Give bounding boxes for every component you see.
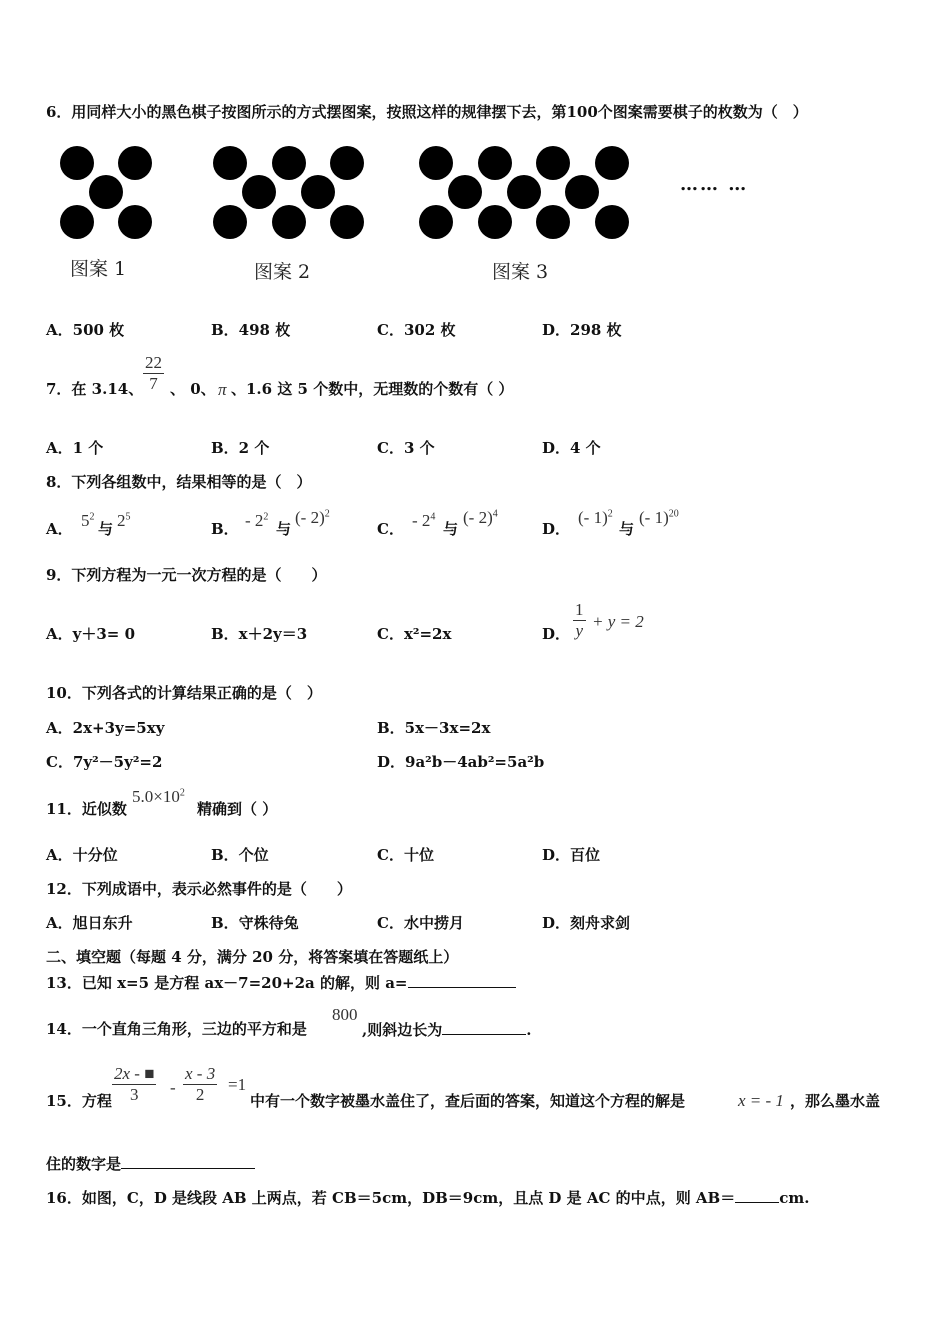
q9-option-b: B．x＋2y＝3 — [211, 625, 308, 643]
chess-piece — [536, 205, 570, 239]
q9-option-c: C．x²=2x — [377, 625, 452, 643]
q12-option-b: B．守株待兔 — [211, 914, 299, 932]
chess-piece — [272, 146, 306, 180]
q8-c-right: (- 2)$^4$ — [463, 508, 498, 527]
q7-prefix: 7．在 3.14、 — [46, 380, 144, 398]
q11-option-a: A．十分位 — [46, 846, 118, 864]
chess-piece — [213, 146, 247, 180]
figure-caption-2: 图案 2 — [254, 261, 311, 283]
chess-piece — [595, 205, 629, 239]
chess-piece — [419, 146, 453, 180]
q10-stem: 10．下列各式的计算结果正确的是（ ） — [46, 684, 322, 702]
q7-option-a: A．1 个 — [46, 439, 104, 457]
q7-middle: 、 0、 — [170, 380, 216, 398]
q7-option-d: D．4 个 — [542, 439, 601, 457]
q6-option-c: C．302 枚 — [377, 321, 456, 339]
q8-b-with: 与 — [276, 520, 292, 538]
chess-piece — [330, 146, 364, 180]
q12-option-d: D．刻舟求剑 — [542, 914, 631, 932]
chess-piece — [301, 175, 335, 209]
q7-fraction — [143, 353, 164, 394]
chess-piece — [536, 146, 570, 180]
q6-option-d: D．298 枚 — [542, 321, 622, 339]
q7-pi: π — [218, 380, 227, 399]
chess-piece — [213, 205, 247, 239]
chess-piece — [595, 146, 629, 180]
q8-a-left: $5^2$ — [81, 511, 95, 530]
chess-piece — [118, 205, 152, 239]
figure-caption-3: 图案 3 — [492, 261, 549, 283]
chess-piece — [242, 175, 276, 209]
section-2-title: 二、填空题（每题 4 分，满分 20 分，将答案填在答题纸上） — [46, 948, 459, 966]
chess-piece — [60, 205, 94, 239]
q7-suffix: 、1.6 这 5 个数中，无理数的个数有（ ） — [231, 380, 514, 398]
chess-piece — [272, 205, 306, 239]
q7-frac-num: 22 — [145, 353, 162, 372]
q13-answer-blank[interactable] — [408, 973, 516, 988]
q9-d-den: y — [575, 621, 584, 640]
q8-d-right: (- 1)$^{20}$ — [639, 508, 679, 527]
q15-f2-num: x - 3 — [185, 1064, 216, 1083]
q8-d-with: 与 — [619, 520, 635, 538]
ellipsis: …… … — [680, 174, 749, 195]
q15-tail: ，那么墨水盖 — [790, 1092, 881, 1110]
q13-text: 13．已知 x=5 是方程 ax－7=20+2a 的解，则 a= — [46, 973, 516, 992]
chess-piece — [419, 205, 453, 239]
q8-b-right: (- 2)$^2$ — [295, 508, 330, 527]
q8-b-left: - $2^2$ — [245, 511, 269, 530]
q8-a-right: $2^5$ — [117, 511, 131, 530]
q9-option-d: D． — [542, 625, 571, 643]
q8-label-a: A． — [46, 520, 73, 538]
q11-suffix: 精确到（ ） — [197, 800, 278, 818]
q9-stem: 9．下列方程为一元一次方程的是（ ） — [46, 566, 327, 584]
q15-prefix: 15．方程 — [46, 1092, 112, 1110]
chess-piece — [330, 205, 364, 239]
q12-option-c: C．水中捞月 — [377, 914, 464, 932]
q8-c-with: 与 — [443, 520, 459, 538]
q9-option-a: A．y＋3= 0 — [46, 625, 136, 643]
chess-piece — [60, 146, 94, 180]
q15-answer-blank[interactable] — [121, 1154, 255, 1169]
q7-frac-den: 7 — [149, 374, 158, 393]
q11-value: $5.0\times 10^2$ — [132, 787, 185, 806]
q15-solution: x = - 1 — [738, 1091, 784, 1110]
q11-prefix: 11．近似数 — [46, 800, 127, 818]
q9-d-num: 1 — [575, 600, 584, 619]
q15-f1-den: 3 — [129, 1085, 139, 1104]
chess-piece — [478, 146, 512, 180]
chess-piece — [478, 205, 512, 239]
q8-label-d: D． — [542, 520, 571, 538]
q15-minus: - — [170, 1078, 176, 1097]
chess-piece — [565, 175, 599, 209]
q8-stem: 8．下列各组数中，结果相等的是（ ） — [46, 473, 312, 491]
q15-middle: 中有一个数字被墨水盖住了，查后面的答案，知道这个方程的解是 — [250, 1092, 686, 1110]
q7-option-b: B．2 个 — [211, 439, 270, 457]
chess-piece — [448, 175, 482, 209]
figure-caption-1: 图案 1 — [70, 258, 127, 280]
q7-option-c: C．3 个 — [377, 439, 435, 457]
q15-line2: 住的数字是 — [46, 1154, 255, 1173]
q6-option-a: A．500 枚 — [46, 321, 125, 339]
q12-option-a: A．旭日东升 — [46, 914, 133, 932]
q9-d-rest: + y = 2 — [592, 612, 644, 631]
q12-stem: 12．下列成语中，表示必然事件的是（ ） — [46, 880, 352, 898]
q15-fraction-2 — [183, 1064, 217, 1105]
q11-option-d: D．百位 — [542, 846, 601, 864]
q16-text: 16．如图，C，D 是线段 AB 上两点，若 CB＝5cm，DB＝9cm，且点 D 是 AC 的中点，则 AB＝ cm. — [46, 1189, 810, 1207]
q15-fraction-1 — [112, 1064, 156, 1105]
q9-d-fraction — [573, 600, 586, 641]
q6-option-b: B．498 枚 — [211, 321, 291, 339]
chess-piece — [507, 175, 541, 209]
q15-f1-num: 2x - ■ — [114, 1064, 155, 1083]
q11-option-b: B．个位 — [211, 846, 269, 864]
q8-a-with: 与 — [98, 520, 114, 538]
q10-option-d: D．9a²b－4ab²=5a²b — [377, 753, 545, 771]
q8-label-b: B． — [211, 520, 239, 538]
q14-suffix: ,则斜边长为 . — [362, 1021, 532, 1039]
q8-c-left: - $2^4$ — [412, 511, 436, 530]
q10-option-c: C．7y²－5y²=2 — [46, 753, 163, 771]
q14-value: 800 — [332, 1005, 358, 1024]
q11-option-c: C．十位 — [377, 846, 434, 864]
q10-option-a: A．2x+3y=5xy — [46, 719, 165, 737]
q8-d-left: (- 1)$^2$ — [578, 508, 613, 527]
q15-equals: =1 — [228, 1075, 247, 1094]
q10-option-b: B．5x－3x=2x — [377, 719, 491, 737]
chess-piece — [118, 146, 152, 180]
q6-stem: 6．用同样大小的黑色棋子按图所示的方式摆图案，按照这样的规律摆下去，第100个图案需要棋子的枚数为（ ） — [46, 103, 808, 121]
q16-answer-blank[interactable] — [735, 1188, 779, 1203]
q15-f2-den: 2 — [195, 1085, 205, 1104]
q14-prefix: 14．一个直角三角形，三边的平方和是 — [46, 1020, 307, 1038]
chess-piece — [89, 175, 123, 209]
q14-answer-blank[interactable] — [442, 1020, 526, 1035]
q8-label-c: C． — [377, 520, 404, 538]
